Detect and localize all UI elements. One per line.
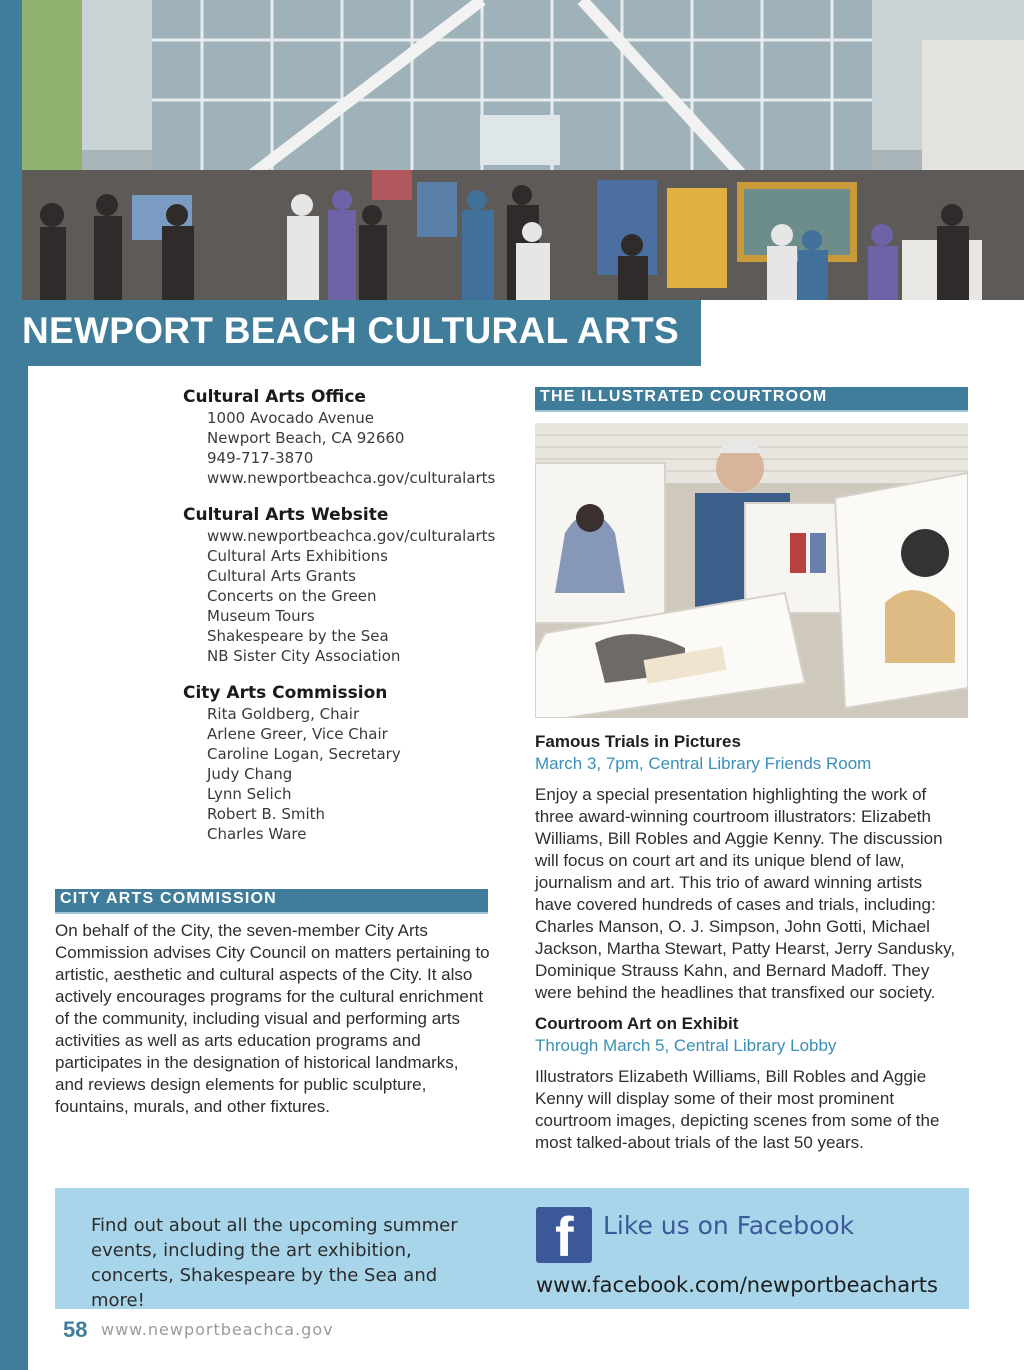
facebook-like-label[interactable]: Like us on Facebook xyxy=(603,1211,855,1240)
contact-line: Lynn Selich xyxy=(207,785,292,803)
contact-line: Cultural Arts Exhibitions xyxy=(207,547,388,565)
contact-phone[interactable]: 949-717-3870 xyxy=(207,449,314,467)
facebook-icon[interactable] xyxy=(536,1207,592,1263)
contact-line: Concerts on the Green xyxy=(207,587,377,605)
event-date: Through March 5, Central Library Lobby xyxy=(535,1036,837,1055)
facebook-letter: f xyxy=(555,1207,574,1263)
contact-line: 1000 Avocado Avenue xyxy=(207,409,375,427)
contact-line: Cultural Arts Grants xyxy=(207,567,356,585)
contact-line: Shakespeare by the Sea xyxy=(207,627,389,645)
commission-section-header xyxy=(55,889,488,914)
contact-line: Arlene Greer, Vice Chair xyxy=(207,725,388,743)
event-date: March 3, 7pm, Central Library Friends Room xyxy=(535,754,872,773)
promo-text: Find out about all the upcoming summer events, including the art exhibition, concerts, Shakespeare by the Sea and more! xyxy=(91,1215,458,1311)
event-description: Illustrators Elizabeth Williams, Bill Robles and Aggie Kenny will display some of their most prominent courtroom images, depicting scenes from some of the most talked-about trials of the last 50 years. xyxy=(535,1067,940,1152)
contact-group-commission xyxy=(183,682,513,844)
contact-line: Rita Goldberg, Chair xyxy=(207,705,360,723)
contact-line: NB Sister City Association xyxy=(207,647,401,665)
contact-line: Caroline Logan, Secretary xyxy=(207,745,401,763)
courtroom-section-header xyxy=(535,387,968,412)
contact-link[interactable]: www.newportbeachca.gov/culturalarts xyxy=(207,527,496,545)
facebook-url-link[interactable]: www.facebook.com/newportbeacharts xyxy=(536,1273,938,1297)
promo-box xyxy=(55,1188,969,1309)
contact-line: Robert B. Smith xyxy=(207,805,326,823)
page-number: 58 xyxy=(63,1317,88,1342)
photo-illustrator-with-sketches xyxy=(535,423,968,718)
courtroom-heading: THE ILLUSTRATED COURTROOM xyxy=(540,388,828,405)
contact-heading: Cultural Arts Office xyxy=(183,387,366,407)
contact-line: Judy Chang xyxy=(207,765,293,783)
contact-heading: City Arts Commission xyxy=(183,683,388,703)
contact-line: Newport Beach, CA 92660 xyxy=(207,429,405,447)
page-title-banner xyxy=(0,300,701,366)
footer-url-link[interactable]: www.newportbeachca.gov xyxy=(101,1320,334,1339)
contact-link[interactable]: www.newportbeachca.gov/culturalarts xyxy=(207,469,496,487)
event-title: Famous Trials in Pictures xyxy=(535,732,741,751)
contact-line: Charles Ware xyxy=(207,825,307,843)
contact-heading: Cultural Arts Website xyxy=(183,505,389,525)
commission-heading: CITY ARTS COMMISSION xyxy=(60,890,277,907)
contact-group-office xyxy=(183,386,513,488)
page-title: NEWPORT BEACH CULTURAL ARTS xyxy=(22,310,679,351)
contact-directory xyxy=(183,386,513,860)
hero-photo-art-exhibition xyxy=(22,0,1024,300)
contact-group-website xyxy=(183,504,513,666)
event-title: Courtroom Art on Exhibit xyxy=(535,1014,739,1033)
contact-line: Museum Tours xyxy=(207,607,315,625)
event-description: Enjoy a special presentation highlighting the work of three award-winning courtroom illustrators: Elizabeth Williams, Bill Robles and Aggie Kenny. The discussion will focus on court art and its unique blend of law, journalism and art. This trio of award winning artists have covered hundreds of cases and trials, including: Charles Manson, O. J. Simpson, John Gotti, Michael Jackson, Martha Stewart, Patty Hearst, Jerry Sandusky, Dominique Strauss Kahn, and Bernard Madoff. They were behind the headlines that transfixed our society. xyxy=(535,785,956,1002)
commission-body: On behalf of the City, the seven-member City Arts Commission advises City Council on matters pertaining to artistic, aesthetic and cultural aspects of the City. It also actively encourages programs for the cultural enrichment of the community, including visual and performing arts activities as well as arts education programs and participates in the designation of historical landmarks, and reviews design elements for public sculpture, fountains, murals, and other fixtures. xyxy=(55,921,490,1116)
